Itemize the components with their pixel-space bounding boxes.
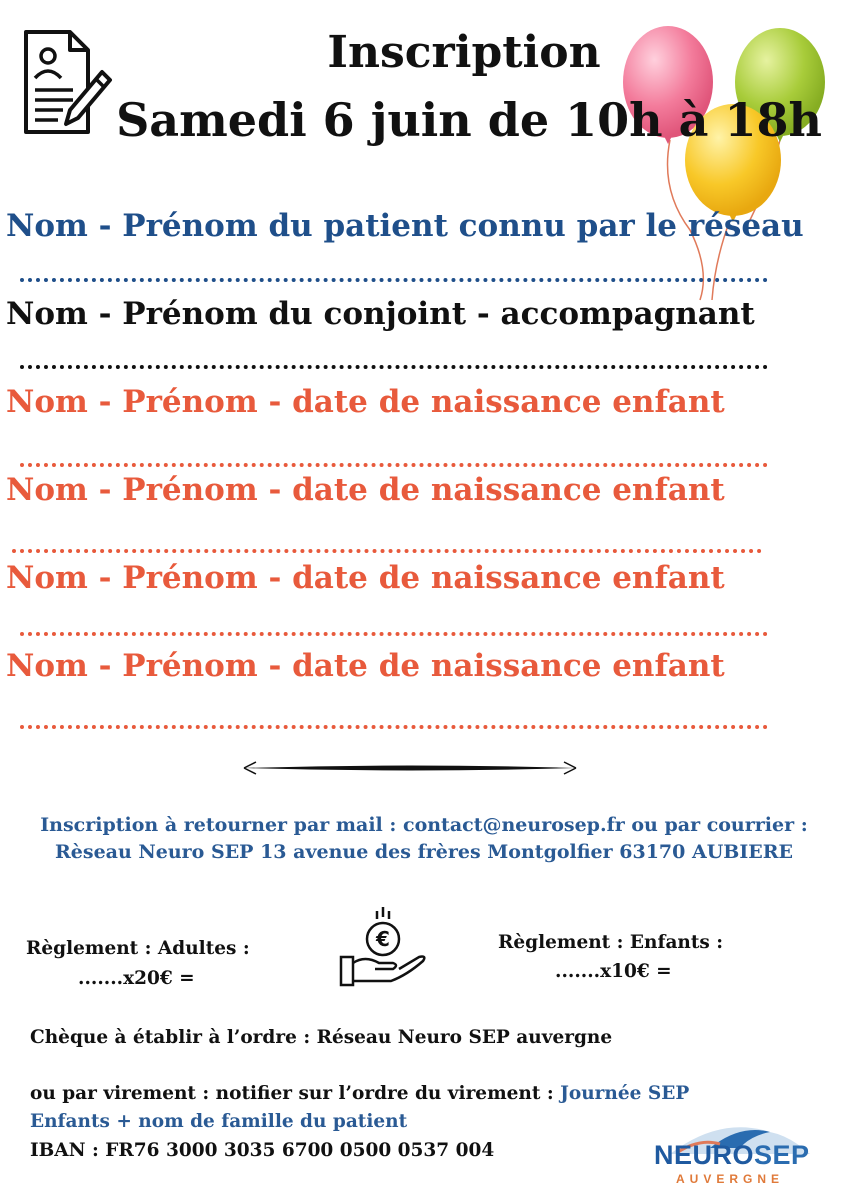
field-line-patient[interactable] <box>20 278 768 282</box>
payment-adults-formula: .......x20€ = <box>78 968 195 989</box>
svg-text:€: € <box>376 927 390 951</box>
field-line-child-2[interactable] <box>12 549 762 553</box>
field-line-partner[interactable] <box>20 365 768 369</box>
euro-coin-hand-icon <box>335 905 430 995</box>
field-line-child-1[interactable] <box>20 463 768 467</box>
payment-children-formula: .......x10€ = <box>555 961 672 982</box>
payment-children-label: Règlement : Enfants : <box>498 932 724 953</box>
cheque-instructions: Chèque à établir à l’ordre : Réseau Neuro SEP auvergne <box>30 1027 613 1048</box>
return-instructions: Inscription à retourner par mail : contact@neurosep.fr ou par courrier : <box>40 814 808 836</box>
field-label-patient: Nom - Prénom du patient connu par le réseau <box>6 208 804 244</box>
field-label-child-4: Nom - Prénom - date de naissance enfant <box>6 648 725 684</box>
logo-sub-text: AUVERGNE <box>676 1172 785 1186</box>
divider <box>242 760 578 776</box>
transfer-prefix: ou par virement : notifier sur l’ordre du virement : <box>30 1083 561 1104</box>
transfer-reference-1: Journée SEP <box>560 1083 690 1104</box>
postal-address: Rèseau Neuro SEP 13 avenue des frères Montgolfier 63170 AUBIERE <box>55 841 793 863</box>
field-label-partner: Nom - Prénom du conjoint - accompagnant <box>6 296 755 332</box>
field-label-child-2: Nom - Prénom - date de naissance enfant <box>6 472 725 508</box>
field-line-child-3[interactable] <box>20 632 768 636</box>
field-label-child-1: Nom - Prénom - date de naissance enfant <box>6 384 725 420</box>
transfer-reference-2: Enfants + nom de famille du patient <box>30 1111 408 1132</box>
neurosep-logo <box>650 1118 820 1190</box>
logo-main-text: NEUROSEP <box>654 1140 810 1170</box>
event-date-title: Samedi 6 juin de 10h à 18h <box>116 93 822 147</box>
field-label-child-3: Nom - Prénom - date de naissance enfant <box>6 560 725 596</box>
page-title: Inscription <box>327 27 601 78</box>
transfer-instructions <box>30 1083 689 1104</box>
payment-adults-label: Règlement : Adultes : <box>26 938 250 959</box>
iban: IBAN : FR76 3000 3035 6700 0500 0537 004 <box>30 1140 495 1161</box>
field-line-child-4[interactable] <box>20 725 768 729</box>
